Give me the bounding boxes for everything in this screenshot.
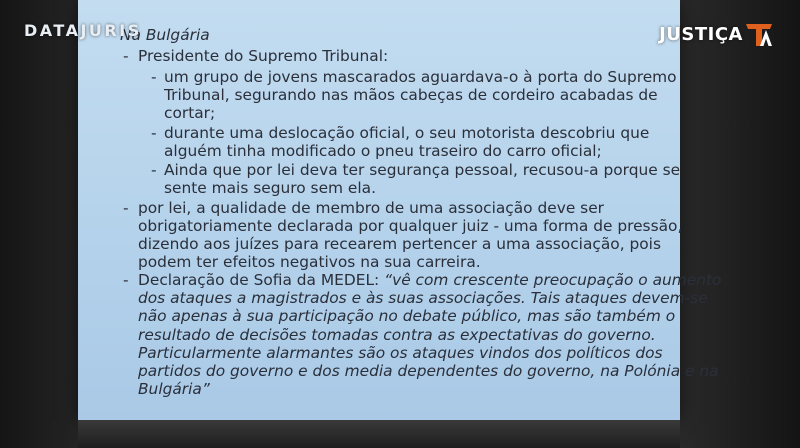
right-frame (678, 0, 800, 448)
bullet-dash: - (123, 199, 129, 217)
quote-text: resultado de decisões tomadas contra as expectativas do governo. (138, 326, 656, 344)
slide-line: obrigatoriamente declarada por qualquer juiz - uma forma de pressão, (138, 217, 683, 235)
bullet-sub: - (151, 68, 157, 86)
slide-line (138, 272, 721, 289)
datajuris-watermark: DATAJURIS (24, 21, 142, 40)
quote-text: partidos do governo e dos media dependentes do governo, na Polónia e na (138, 362, 719, 380)
quote-text: dos ataques a magistrados e às suas associações. Tais ataques devem-se (138, 289, 708, 307)
ta-logo-icon (744, 20, 774, 48)
slide-line: podem ter efeitos negativos na sua carreira. (138, 253, 481, 271)
quote-text: Particularmente alarmantes são os ataques vindos dos políticos dos (138, 344, 663, 362)
slide-line: Ainda que por lei deva ter segurança pessoal, recusou-a porque se (164, 161, 681, 179)
slide-line: alguém tinha modificado o pneu traseiro do carro oficial; (164, 142, 602, 160)
slide-line-lead: Declaração de Sofia da MEDEL: (138, 271, 385, 289)
slide-line: dizendo aos juízes para recearem pertencer a uma associação, pois (138, 235, 661, 253)
slide-line: durante uma deslocação oficial, o seu motorista descobriu que (164, 124, 650, 142)
channel-logo (659, 20, 774, 48)
slide-line: Presidente do Supremo Tribunal: (138, 47, 389, 65)
slide-lower-edge (78, 420, 680, 448)
bullet-sub: - (151, 161, 157, 179)
bullet-dash: - (123, 47, 129, 65)
slide-line: cortar; (164, 104, 216, 122)
quote-text: “vê com crescente preocupação o aumento (384, 271, 722, 289)
slide-line: Tribunal, segurando nas mãos cabeças de cordeiro acabadas de (164, 86, 658, 104)
left-frame (0, 0, 88, 448)
slide-line: sente mais seguro sem ela. (164, 179, 376, 197)
bullet-sub: - (151, 124, 157, 142)
quote-text: Bulgária” (138, 380, 210, 398)
slide-heading: Na Bulgária (120, 26, 210, 44)
channel-name: JUSTIÇA (659, 23, 743, 45)
bullet-dash: - (123, 271, 129, 289)
slide-line: por lei, a qualidade de membro de uma associação deve ser (138, 199, 605, 217)
slide-line: um grupo de jovens mascarados aguardava-o à porta do Supremo (164, 68, 677, 86)
quote-text: não apenas à sua participação no debate público, mas são também o (138, 307, 676, 325)
